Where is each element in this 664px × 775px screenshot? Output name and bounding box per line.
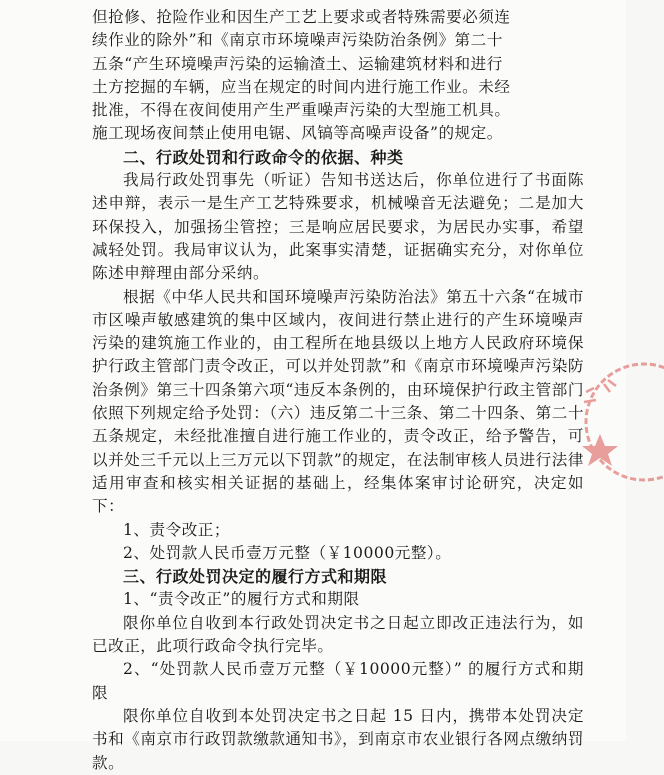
paragraph-fine: 限你单位自收到本处罚决定书之日起 15 日内，携带本处罚决定书和《南京市行政罚款缴款通知书》，到南京市农业银行各网点缴纳罚款。 xyxy=(92,706,584,772)
paragraph-statement: 我局行政处罚事先（听证）告知书送达后，你单位进行了书面陈述申辩，表示一是生产工艺特殊要求，机械噪音无法避免；二是加大环保投入，加强扬尘管控；三是响应居民要求，为居民办实事，希望减轻处罚。我局审议认为，此案事实清楚，证据确实充分，对你单位陈述申辩理由部分采纳。 xyxy=(92,171,584,283)
paragraph-legal-basis: 根据《中华人民共和国环境噪声污染防治法》第五十六条“在城市市区噪声敏感建筑的集中区域内，夜间进行禁止进行的产生环境噪声污染的建筑施工作业的，由工程所在地县级以上地方人民政府环境保护行政主管部门责令改正，可以并处罚款”和《南京市环境噪声污染防治条例》第三十四条第六项“违反本条例的，由环境保护行政主管部门依照下列规定给予处罚：（六）违反第二十三条、第二十四条、第二十五条规定，未经批准擅自进行施工作业的，责令改正，给予警告，可以并处三千元以上三万元以下罚款”的规定，在法制审核人员进行法律适用审查和核实相关证据的基础上，经集体案审讨论研究，决定如下： xyxy=(92,287,584,516)
decision-item-2: 2、处罚款人民币壹万元整（￥10000元整）。 xyxy=(123,543,452,562)
text-line: 五条“产生环境噪声污染的运输渣土、运输建筑材料和进行 xyxy=(92,54,503,73)
text-line: 土方挖掘的车辆，应当在规定的时间内进行施工作业。未经 xyxy=(92,77,511,96)
paragraph-correction: 限你单位自收到本行政处罚决定书之日起立即改正违法行为，如已改正，此项行政命令执行完毕。 xyxy=(92,613,584,656)
seal-ring xyxy=(586,364,664,480)
text-line: 但抢修、抢险作业和因生产工艺上要求或者特殊需要必须连 xyxy=(92,8,511,26)
text-line: 批准，不得在夜间使用产生严重噪声污染的大型施工机具。 xyxy=(92,101,511,120)
section-heading-basis: 二、行政处罚和行政命令的依据、种类 xyxy=(123,147,404,167)
subheading-correction: 1、“责令改正”的履行方式和期限 xyxy=(123,590,360,609)
subheading-fine: 2、“处罚款人民币壹万元整（￥10000元整）” 的履行方式和期限 xyxy=(92,660,584,702)
decision-item-1: 1、责令改正； xyxy=(123,520,230,539)
text-line: 续作业的除外”和《南京市环境噪声污染防治条例》第二十 xyxy=(92,31,503,50)
document-body xyxy=(92,6,584,775)
section-heading-execution: 三、行政处罚决定的履行方式和期限 xyxy=(123,567,388,587)
text-line: 施工现场夜间禁止使用电锯、风镐等高噪声设备”的规定。 xyxy=(92,124,503,143)
seal-text-marks xyxy=(584,380,616,402)
official-seal-stamp xyxy=(574,362,664,482)
